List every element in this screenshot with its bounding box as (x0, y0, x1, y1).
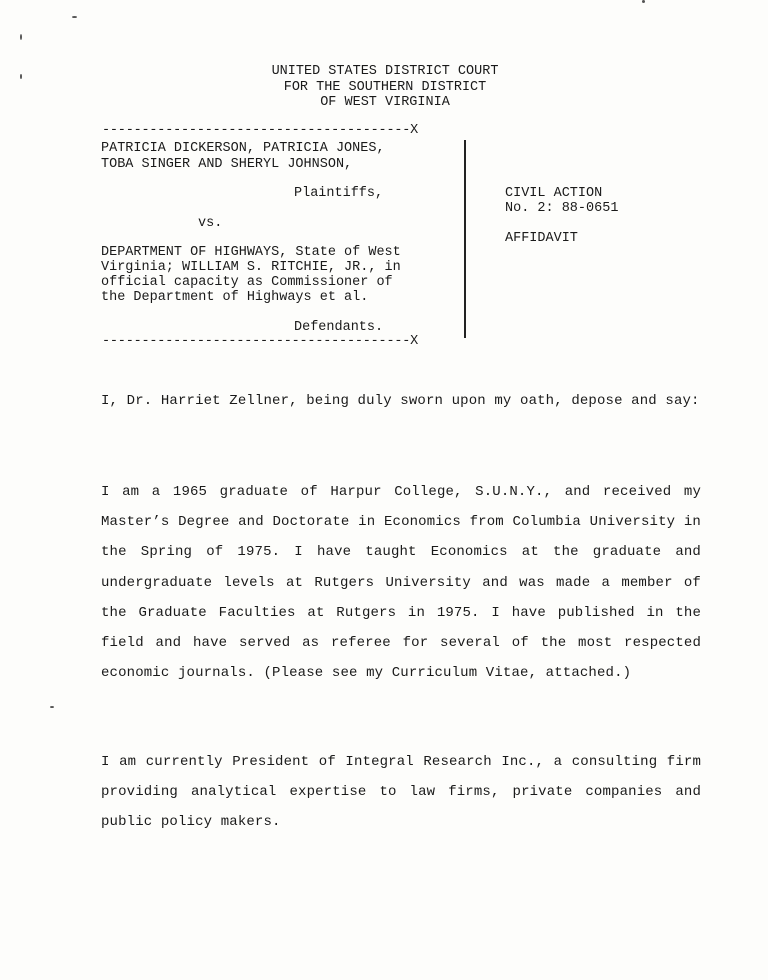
caption-rule-bottom: ---------------------------------------X (102, 334, 419, 349)
case-number: No. 2: 88-0651 (505, 201, 619, 216)
plaintiffs-label: Plaintiffs, (294, 186, 384, 201)
plaintiffs-names-line1: PATRICIA DICKERSON, PATRICIA JONES, (101, 141, 385, 156)
defendants-names-line1: DEPARTMENT OF HIGHWAYS, State of West (101, 245, 401, 260)
paragraph-oath: I, Dr. Harriet Zellner, being duly sworn upon my oath, depose and say: (101, 393, 700, 409)
civil-action-label: CIVIL ACTION (505, 186, 603, 201)
caption-divider (464, 140, 466, 338)
court-district: FOR THE SOUTHERN DISTRICT (283, 79, 487, 95)
versus-label: vs. (198, 216, 223, 231)
court-name: UNITED STATES DISTRICT COURT (271, 64, 499, 79)
court-state: OF WEST VIRGINIA (320, 95, 450, 110)
defendants-label: Defendants. (294, 320, 384, 335)
scan-speck (20, 74, 22, 79)
scan-speck (72, 16, 77, 18)
scan-speck (642, 0, 645, 3)
defendants-names-line4: the Department of Highways et al. (101, 290, 369, 305)
defendants-names-line2: Virginia; WILLIAM S. RITCHIE, JR., in (101, 260, 401, 275)
scan-speck (50, 706, 54, 708)
court-heading (200, 64, 570, 111)
paragraph-current-position: I am currently President of Integral Research Inc., a consulting firm providing analytical expertise to law firms, private companies and public policy makers. (101, 754, 701, 831)
plaintiffs-names-line2: TOBA SINGER AND SHERYL JOHNSON, (101, 157, 353, 172)
paragraph-credentials: I am a 1965 graduate of Harpur College, S.U.N.Y., and received my Master’s Degree and Doctorate in Economics from Columbia University in the Spring of 1975. I have taught Economics at the graduate and undergraduate levels at Rutgers University and was made a member of the Graduate Faculties at Rutgers in 1975. I have published in the field and have served as referee for several of the most respected economic journals. (Please see my Curriculum Vitae, attached.) (101, 484, 701, 682)
caption-rule-top: ---------------------------------------X (102, 123, 419, 138)
scan-speck (20, 34, 22, 40)
document-type: AFFIDAVIT (505, 231, 578, 246)
defendants-names-line3: official capacity as Commissioner of (101, 275, 393, 290)
